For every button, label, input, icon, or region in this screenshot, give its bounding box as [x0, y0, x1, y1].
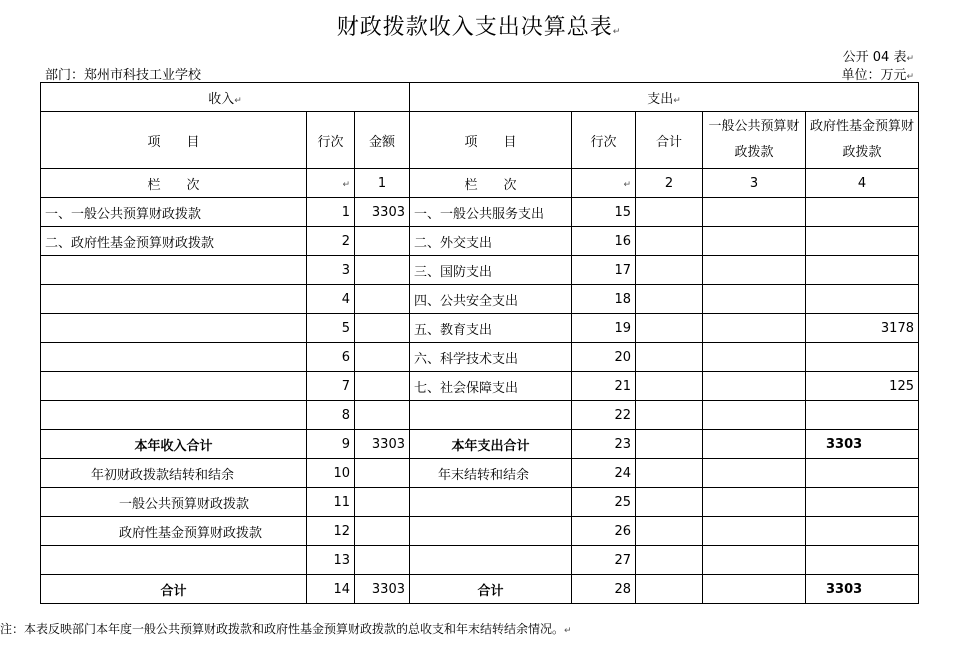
column-header-row	[41, 112, 919, 169]
table-row	[41, 459, 919, 488]
income-item-cell	[41, 256, 307, 285]
table-row	[41, 285, 919, 314]
income-row-no-cell: 4	[307, 285, 355, 314]
total-cell	[636, 401, 703, 430]
amount-header: 金额	[355, 112, 410, 169]
gov-fund-cell: 3178	[806, 314, 919, 343]
table-row	[41, 575, 919, 604]
general-budget-cell	[703, 256, 806, 285]
general-budget-cell	[703, 546, 806, 575]
expense-item-cell: 二、外交支出	[410, 227, 572, 256]
expense-item-cell	[410, 488, 572, 517]
gov-fund-cell	[806, 517, 919, 546]
amount-cell	[355, 372, 410, 401]
amount-cell	[355, 285, 410, 314]
gov-fund-header: 政府性基金预算财政拨款	[806, 112, 919, 169]
income-row-no-cell: 6	[307, 343, 355, 372]
total-cell	[636, 430, 703, 459]
income-row-no-cell: 12	[307, 517, 355, 546]
amount-cell	[355, 401, 410, 430]
expense-item-cell: 年末结转和结余	[410, 459, 572, 488]
amount-cell	[355, 314, 410, 343]
expense-header: 支出↵	[410, 83, 919, 112]
general-budget-cell	[703, 198, 806, 227]
income-item-cell: 一、一般公共预算财政拨款	[41, 198, 307, 227]
general-budget-cell	[703, 488, 806, 517]
income-item-header: 项 目	[41, 112, 307, 169]
amount-cell	[355, 459, 410, 488]
table-row	[41, 314, 919, 343]
gov-fund-cell	[806, 488, 919, 517]
income-row-no-cell: 13	[307, 546, 355, 575]
expense-item-cell: 四、公共安全支出	[410, 285, 572, 314]
income-row-no-cell: 9	[307, 430, 355, 459]
income-row-no-cell: 7	[307, 372, 355, 401]
table-row	[41, 372, 919, 401]
income-row-no-header: 行次	[307, 112, 355, 169]
general-budget-cell	[703, 430, 806, 459]
income-row-no-cell: 8	[307, 401, 355, 430]
income-row-no-cell: 14	[307, 575, 355, 604]
expense-item-cell: 本年支出合计	[410, 430, 572, 459]
table-row	[41, 227, 919, 256]
income-item-cell	[41, 285, 307, 314]
general-budget-cell	[703, 227, 806, 256]
general-budget-cell	[703, 575, 806, 604]
income-item-cell: 合计	[41, 575, 307, 604]
income-item-cell	[41, 372, 307, 401]
gov-fund-cell: 3303	[806, 430, 919, 459]
gov-fund-cell	[806, 343, 919, 372]
total-cell	[636, 256, 703, 285]
income-item-cell	[41, 343, 307, 372]
amount-cell	[355, 256, 410, 285]
total-cell	[636, 517, 703, 546]
table-row	[41, 256, 919, 285]
expense-row-no-cell: 26	[572, 517, 636, 546]
expense-row-no-cell: 21	[572, 372, 636, 401]
income-row-no-cell: 10	[307, 459, 355, 488]
gov-fund-cell: 125	[806, 372, 919, 401]
expense-row-no-cell: 24	[572, 459, 636, 488]
gov-fund-cell	[806, 198, 919, 227]
gov-fund-cell	[806, 285, 919, 314]
column-index-4: 4	[806, 169, 919, 198]
income-row-no-cell: 5	[307, 314, 355, 343]
section-header-row	[41, 83, 919, 112]
expense-item-cell: 五、教育支出	[410, 314, 572, 343]
total-cell	[636, 198, 703, 227]
gov-fund-cell	[806, 459, 919, 488]
column-index-3: 3	[703, 169, 806, 198]
form-code: 公开 04 表↵	[842, 50, 914, 65]
table-row	[41, 401, 919, 430]
income-item-cell	[41, 314, 307, 343]
table-row	[41, 488, 919, 517]
expense-item-cell: 七、社会保障支出	[410, 372, 572, 401]
amount-cell: 3303	[355, 575, 410, 604]
expense-item-cell	[410, 401, 572, 430]
expense-item-cell	[410, 517, 572, 546]
total-cell	[636, 488, 703, 517]
total-cell	[636, 285, 703, 314]
expense-row-no-cell: 19	[572, 314, 636, 343]
expense-row-no-header: 行次	[572, 112, 636, 169]
income-item-cell	[41, 546, 307, 575]
amount-cell	[355, 546, 410, 575]
income-row-no-cell: 2	[307, 227, 355, 256]
column-index-row	[41, 169, 919, 198]
table-row	[41, 430, 919, 459]
income-item-cell: 一般公共预算财政拨款	[41, 488, 307, 517]
general-budget-header: 一般公共预算财政拨款	[703, 112, 806, 169]
expense-item-cell: 一、一般公共服务支出	[410, 198, 572, 227]
total-cell	[636, 546, 703, 575]
income-item-cell	[41, 401, 307, 430]
unit-label: 单位：万元↵	[841, 68, 914, 83]
amount-cell	[355, 227, 410, 256]
expense-row-no-cell: 16	[572, 227, 636, 256]
general-budget-cell	[703, 517, 806, 546]
column-label: 栏 次	[41, 169, 307, 198]
income-row-no-cell: 1	[307, 198, 355, 227]
column-label: 栏 次	[410, 169, 572, 198]
amount-cell	[355, 343, 410, 372]
budget-table	[40, 82, 919, 604]
column-index-blank: ↵	[307, 169, 355, 198]
total-cell	[636, 227, 703, 256]
expense-row-no-cell: 17	[572, 256, 636, 285]
expense-row-no-cell: 15	[572, 198, 636, 227]
table-row	[41, 546, 919, 575]
total-cell	[636, 575, 703, 604]
income-header: 收入↵	[41, 83, 410, 112]
total-header: 合计	[636, 112, 703, 169]
expense-row-no-cell: 22	[572, 401, 636, 430]
gov-fund-cell	[806, 256, 919, 285]
amount-cell	[355, 488, 410, 517]
column-index-2: 2	[636, 169, 703, 198]
expense-row-no-cell: 28	[572, 575, 636, 604]
income-row-no-cell: 3	[307, 256, 355, 285]
gov-fund-cell: 3303	[806, 575, 919, 604]
expense-item-header: 项 目	[410, 112, 572, 169]
income-row-no-cell: 11	[307, 488, 355, 517]
column-index-blank: ↵	[572, 169, 636, 198]
income-item-cell: 政府性基金预算财政拨款	[41, 517, 307, 546]
gov-fund-cell	[806, 546, 919, 575]
income-item-cell: 本年收入合计	[41, 430, 307, 459]
expense-item-cell: 三、国防支出	[410, 256, 572, 285]
expense-item-cell: 六、科学技术支出	[410, 343, 572, 372]
expense-row-no-cell: 27	[572, 546, 636, 575]
column-index-1: 1	[355, 169, 410, 198]
general-budget-cell	[703, 401, 806, 430]
amount-cell: 3303	[355, 430, 410, 459]
general-budget-cell	[703, 343, 806, 372]
expense-row-no-cell: 18	[572, 285, 636, 314]
footnote: 注：本表反映部门本年度一般公共预算财政拨款和政府性基金预算财政拨款的总收支和年末结转结余情况。↵	[0, 622, 572, 636]
gov-fund-cell	[806, 401, 919, 430]
expense-item-cell	[410, 546, 572, 575]
general-budget-cell	[703, 459, 806, 488]
total-cell	[636, 372, 703, 401]
table-row	[41, 198, 919, 227]
income-item-cell: 年初财政拨款结转和结余	[41, 459, 307, 488]
table-row	[41, 343, 919, 372]
total-cell	[636, 314, 703, 343]
total-cell	[636, 343, 703, 372]
expense-row-no-cell: 23	[572, 430, 636, 459]
table-row	[41, 517, 919, 546]
amount-cell: 3303	[355, 198, 410, 227]
expense-item-cell: 合计	[410, 575, 572, 604]
total-cell	[636, 459, 703, 488]
general-budget-cell	[703, 372, 806, 401]
general-budget-cell	[703, 314, 806, 343]
amount-cell	[355, 517, 410, 546]
gov-fund-cell	[806, 227, 919, 256]
income-item-cell: 二、政府性基金预算财政拨款	[41, 227, 307, 256]
department-label: 部门：郑州市科技工业学校	[45, 68, 202, 83]
general-budget-cell	[703, 285, 806, 314]
report-title: 财政拨款收入支出决算总表↵	[336, 15, 622, 40]
expense-row-no-cell: 25	[572, 488, 636, 517]
expense-row-no-cell: 20	[572, 343, 636, 372]
